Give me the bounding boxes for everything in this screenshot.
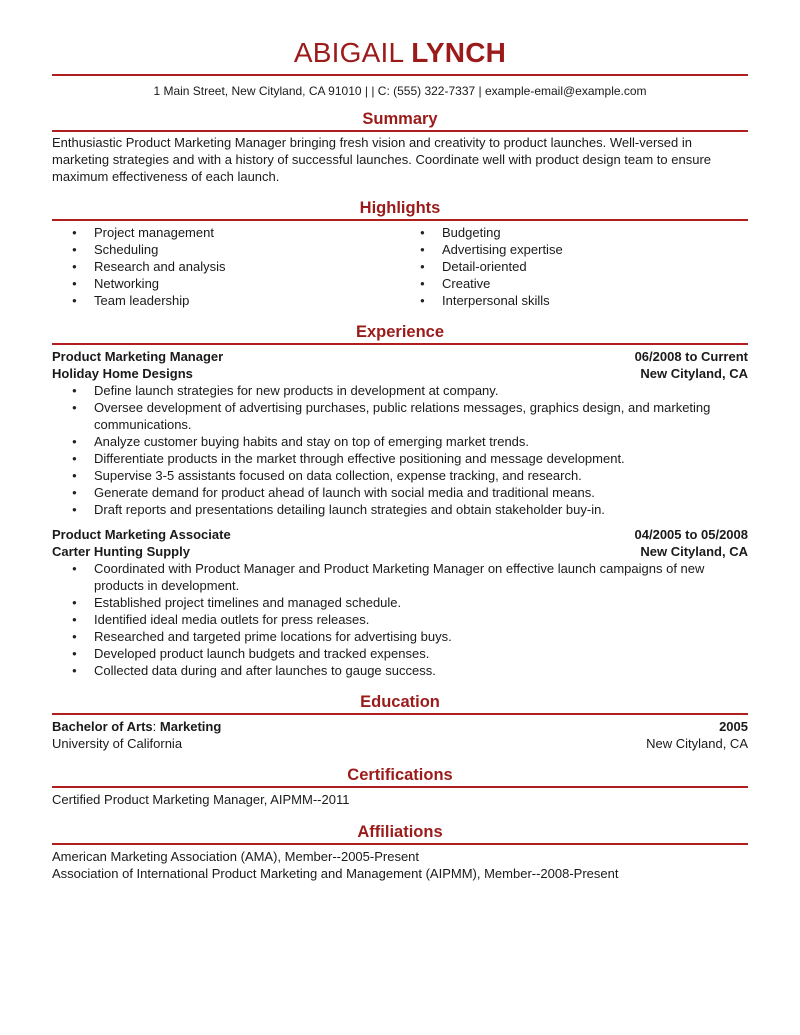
experience-heading: Experience: [355, 323, 445, 341]
education-school: University of California: [52, 736, 183, 751]
list-item: ● Identified ideal media outlets for press releases.: [52, 611, 748, 628]
education-rule: [52, 713, 748, 715]
list-item: ● Networking: [52, 275, 400, 292]
summary-rule: [52, 130, 748, 132]
certifications-rule: [52, 786, 748, 788]
first-name: ABIGAIL: [293, 37, 404, 68]
affiliations-heading: Affiliations: [357, 823, 443, 841]
job-company-row: [52, 365, 748, 382]
header-rule: [52, 74, 748, 76]
job-company: Carter Hunting Supply: [52, 544, 190, 559]
list-item: ● Generate demand for product ahead of launch with social media and traditional means.: [52, 484, 748, 501]
job-location: New Cityland, CA: [640, 366, 748, 381]
list-item: ● Budgeting: [400, 224, 748, 241]
highlights-list: [52, 224, 748, 309]
job-title: Product Marketing Manager: [52, 349, 224, 364]
list-item: ● Oversee development of advertising purchases, public relations messages, graphics design, and marketing communications.: [52, 399, 748, 433]
summary-heading: Summary: [362, 110, 438, 128]
list-item: ● Research and analysis: [52, 258, 400, 275]
list-item: ● Creative: [400, 275, 748, 292]
highlights-rule: [52, 219, 748, 221]
job-dates: 04/2005 to 05/2008: [634, 527, 748, 542]
list-item: ● Established project timelines and managed schedule.: [52, 594, 748, 611]
affiliation-item: American Marketing Association (AMA), Member--2005-Present: [52, 849, 420, 864]
education-year: 2005: [719, 719, 748, 734]
job-entry: [52, 348, 748, 518]
resume-page: [52, 0, 748, 882]
list-item: ● Detail-oriented: [400, 258, 748, 275]
job-company: Holiday Home Designs: [52, 366, 193, 381]
job-bullets: [52, 382, 748, 518]
certifications-heading: Certifications: [347, 766, 453, 784]
highlights-left-column: [52, 224, 400, 309]
highlights-right-column: [400, 224, 748, 309]
education-degree: Bachelor of Arts: Marketing: [52, 719, 222, 734]
certification-item: Certified Product Marketing Manager, AIPMM--2011: [52, 792, 350, 807]
job-company-row: [52, 543, 748, 560]
list-item: ● Researched and targeted prime locations for advertising buys.: [52, 628, 748, 645]
list-item: ● Differentiate products in the market through effective positioning and message development.: [52, 450, 748, 467]
job-location: New Cityland, CA: [640, 544, 748, 559]
contact-info: 1 Main Street, New Cityland, CA 91010 | | C: (555) 322-7337 | example-email@example.com: [153, 84, 647, 98]
list-item: ● Team leadership: [52, 292, 400, 309]
education-school-row: [52, 735, 748, 752]
list-item: ● Advertising expertise: [400, 241, 748, 258]
job-title: Product Marketing Associate: [52, 527, 231, 542]
affiliation-item: Association of International Product Marketing and Management (AIPMM), Member--2008-Present: [52, 866, 619, 881]
list-item: ● Analyze customer buying habits and stay on top of emerging market trends.: [52, 433, 748, 450]
list-item: ● Draft reports and presentations detailing launch strategies and obtain stakeholder buy-in.: [52, 501, 748, 518]
list-item: ● Coordinated with Product Manager and Product Marketing Manager on effective launch campaigns of new products in development.: [52, 560, 748, 594]
list-item: ● Collected data during and after launches to gauge success.: [52, 662, 748, 679]
list-item: ● Supervise 3-5 assistants focused on data collection, expense tracking, and research.: [52, 467, 748, 484]
candidate-name: [52, 36, 748, 70]
education-location: New Cityland, CA: [646, 736, 748, 751]
job-title-row: [52, 526, 748, 543]
degree-field: Marketing: [159, 719, 222, 734]
list-item: ● Define launch strategies for new products in development at company.: [52, 382, 748, 399]
experience-rule: [52, 343, 748, 345]
education-heading: Education: [360, 693, 440, 711]
job-bullets: [52, 560, 748, 679]
job-entry: [52, 526, 748, 679]
degree-name: Bachelor of Arts: [52, 719, 153, 734]
list-item: ● Scheduling: [52, 241, 400, 258]
list-item: ● Developed product launch budgets and tracked expenses.: [52, 645, 748, 662]
job-dates: 06/2008 to Current: [634, 349, 748, 364]
highlights-heading: Highlights: [359, 199, 441, 217]
list-item: ● Interpersonal skills: [400, 292, 748, 309]
job-title-row: [52, 348, 748, 365]
education-degree-row: [52, 718, 748, 735]
affiliations-rule: [52, 843, 748, 845]
summary-text: Enthusiastic Product Marketing Manager bringing fresh vision and creativity to product launches. Well-versed in marketing strategies and with a history of successful launches. Coordinate well with product design team to ensure maximum effectiveness of each launch.: [52, 135, 712, 184]
last-name: LYNCH: [411, 37, 507, 68]
list-item: ● Project management: [52, 224, 400, 241]
